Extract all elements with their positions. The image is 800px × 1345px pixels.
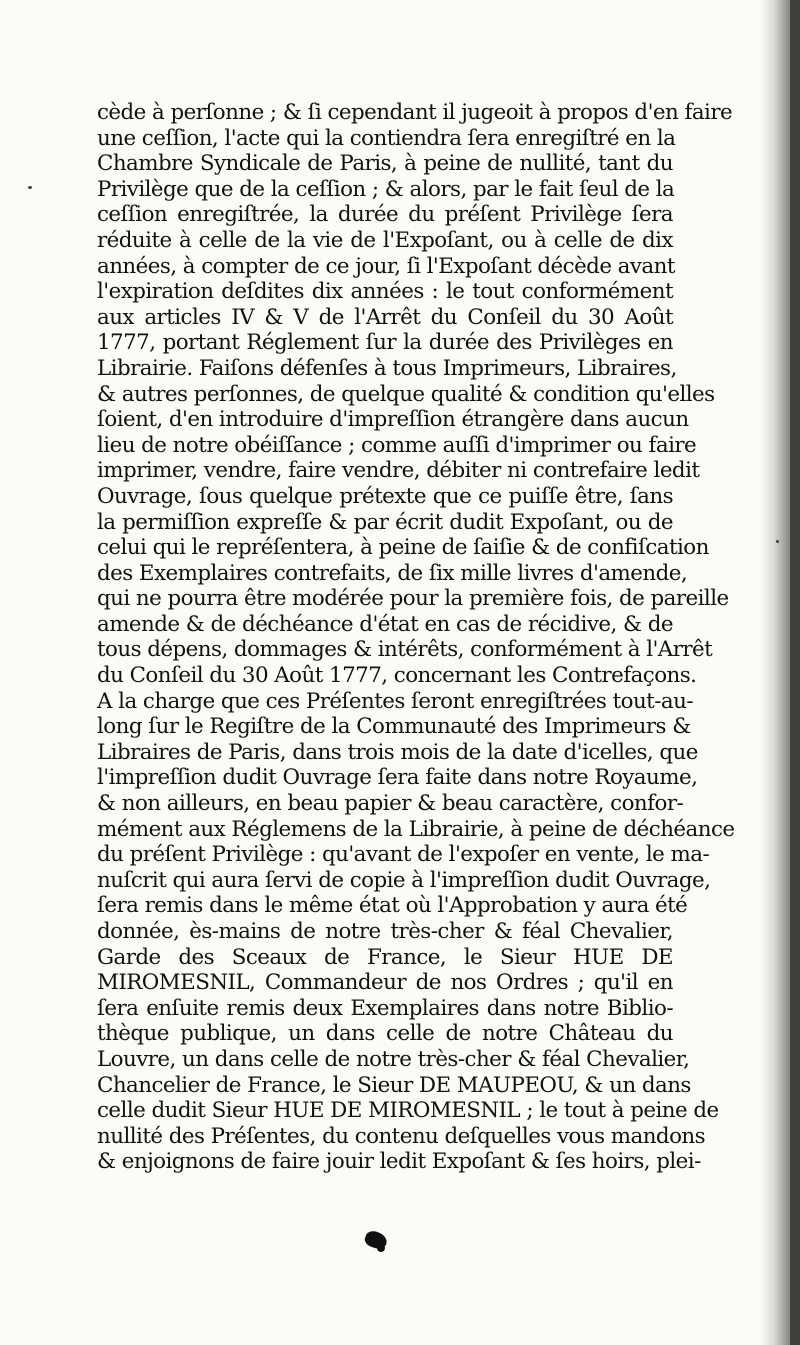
text-line: ceſſion enregiſtrée, la durée du préſent Privilège ſera [97, 202, 673, 228]
text-line: donnée, ès-mains de notre très-cher & féal Chevalier, [97, 919, 673, 944]
text-line: & enjoignons de faire jouir ledit Expoſant & ſes hoirs, plei- [97, 1149, 701, 1175]
text-line: nuſcrit qui aura ſervi de copie à l'impreſſion dudit Ouvrage, [97, 867, 711, 893]
text-line: ſoient, d'en introduire d'impreſſion étrangère dans aucun [97, 407, 689, 433]
text-line: & non ailleurs, en beau papier & beau caractère, confor- [97, 791, 684, 817]
text-line: ſera enſuite remis deux Exemplaires dans notre Biblio- [97, 995, 673, 1021]
text-line: nullité des Préſentes, du contenu deſquelles vous mandons [97, 1123, 706, 1149]
text-line: du Conſeil du 30 Août 1777, concernant les Contrefaçons. [97, 663, 697, 689]
text-line: Chambre Syndicale de Paris, à peine de nullité, tant du [97, 151, 673, 177]
text-line: Privilège que de la ceſſion ; & alors, par le fait ſeul de la [97, 176, 675, 202]
text-line: aux articles IV & V de l'Arrêt du Conſeil du 30 Août [97, 304, 673, 330]
text-line: long ſur le Regiſtre de la Communauté des Imprimeurs & [97, 714, 691, 740]
text-line: Garde des Sceaux de France, le Sieur HUE DE [97, 944, 673, 970]
text-line: des Exemplaires contrefaits, de ſix mille livres d'amende, [97, 560, 688, 586]
text-line: A la charge que ces Préſentes ſeront enregiſtrées tout-au- [97, 688, 694, 714]
margin-speck-icon [28, 186, 32, 189]
text-line: du préſent Privilège : qu'avant de l'expoſer en vente, le ma- [97, 842, 710, 868]
text-line: l'expiration deſdites dix années : le tout conformément [97, 279, 673, 305]
text-line: mément aux Réglemens de la Librairie, à peine de déchéance [97, 816, 735, 842]
text-line: Librairie. Faiſons défenſes à tous Imprimeurs, Libraires, [97, 355, 677, 381]
text-line: Libraires de Paris, dans trois mois de la date d'icelles, que [97, 739, 698, 765]
text-line: MIROMESNIL, Commandeur de nos Ordres ; qu'il en [97, 970, 673, 996]
text-line: Ouvrage, ſous quelque prétexte que ce puiſſe être, ſans [97, 483, 673, 509]
text-line: 1777, portant Réglement ſur la durée des Privilèges en [97, 330, 673, 356]
text-line: imprimer, vendre, faire vendre, débiter ni contrefaire ledit [97, 458, 700, 484]
text-line: celle dudit Sieur HUE DE MIROMESNIL ; le tout à peine de [97, 1098, 719, 1124]
text-line: l'impreſſion dudit Ouvrage ſera faite dans notre Royaume, [97, 765, 698, 791]
text-line: cède à perſonne ; & ſi cependant il jugeoit à propos d'en faire [97, 100, 733, 125]
text-line: thèque publique, un dans celle de notre Château du [97, 1021, 673, 1047]
ink-blot-icon [363, 1229, 389, 1252]
text-line: & autres perſonnes, de quelque qualité & condition qu'elles [97, 381, 715, 407]
text-line: réduite à celle de la vie de l'Expoſant, ou à celle de dix [97, 227, 673, 253]
text-line: qui ne pourra être modérée pour la première fois, de pareille [97, 586, 729, 612]
text-line: années, à compter de ce jour, ſi l'Expoſant décède avant [97, 253, 675, 279]
text-line: celui qui le repréſentera, à peine de ſaiſie & de confiſcation [97, 535, 709, 561]
text-line: amende & de déchéance d'état en cas de récidive, & de [97, 611, 673, 637]
page-binding-edge [790, 0, 800, 1345]
text-line: Louvre, un dans celle de notre très-cher & féal Chevalier, [97, 1046, 690, 1072]
text-line: une ceſſion, l'acte qui la contiendra ſera enregiſtré en la [97, 125, 676, 151]
text-line: tous dépens, dommages & intérêts, conformément à l'Arrêt [97, 637, 713, 663]
text-line: lieu de notre obéiſſance ; comme auſſi d'imprimer ou faire [97, 432, 697, 458]
text-line: Chancelier de France, le Sieur DE MAUPEOU, & un dans [97, 1072, 691, 1098]
text-line: la permiſſion expreſſe & par écrit dudit Expoſant, ou de [97, 509, 673, 535]
body-text [97, 100, 735, 1175]
ink-speck-icon [377, 1244, 385, 1252]
margin-speck-icon [776, 540, 779, 543]
text-line: ſera remis dans le même état où l'Approbation y aura été [97, 893, 688, 919]
